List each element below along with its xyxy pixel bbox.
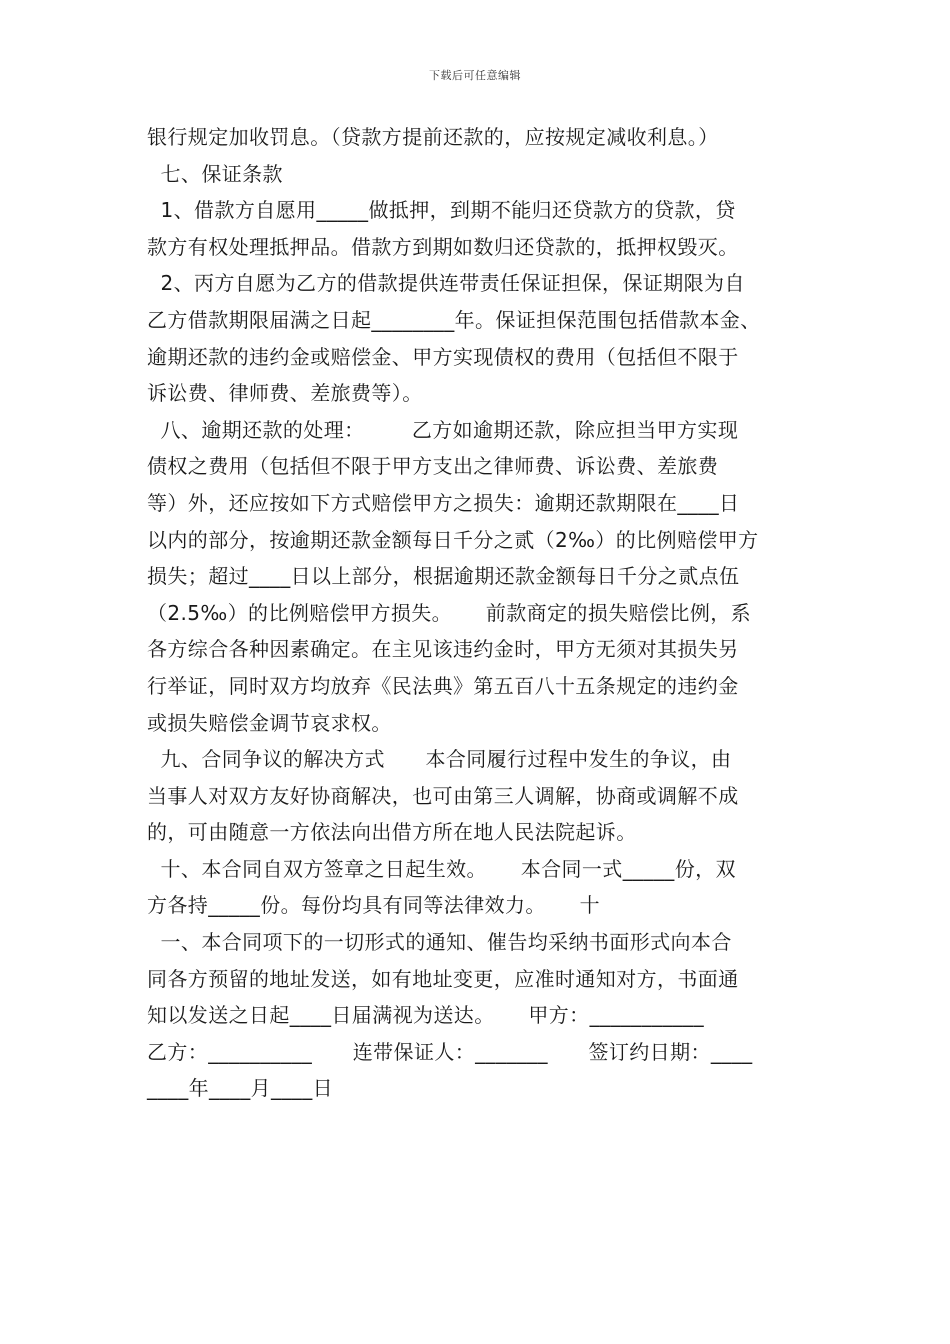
- section-heading-overdue: 八、逾期还款的处理： 乙方如逾期还款，除应担当甲方实现: [147, 417, 739, 442]
- text-line: 等）外，还应按如下方式赔偿甲方之损失：逾期还款期限在____日: [147, 490, 740, 515]
- section-heading-guarantee: 七、保证条款: [147, 161, 283, 186]
- text-line: 诉讼费、律师费、差旅费等）。: [147, 381, 423, 406]
- section-heading-dispute: 九、合同争议的解决方式 本合同履行过程中发生的争议，由: [147, 747, 732, 772]
- text-line: 债权之费用（包括但不限于甲方支出之律师费、诉讼费、差旅费: [147, 454, 719, 479]
- text-line: 当事人对双方友好协商解决，也可由第三人调解，协商或调解不成: [147, 783, 739, 808]
- page-header: 下载后可任意编辑: [429, 69, 521, 82]
- text-line: 损失；超过____日以上部分，根据逾期还款金额每日千分之贰点伍: [147, 564, 740, 589]
- text-line: （2.5‰）的比例赔偿甲方损失。 前款商定的损失赔偿比例，系: [147, 600, 752, 625]
- signature-line-party-b: 乙方：__________ 连带保证人：_______ 签订约日期：____: [147, 1039, 753, 1064]
- section-heading-effective: 十、本合同自双方签章之日起生效。 本合同一式_____份，双: [147, 856, 736, 881]
- text-line: 银行规定加收罚息。（贷款方提前还款的，应按规定减收利息。）: [147, 125, 719, 149]
- text-line: 2、丙方自愿为乙方的借款提供连带责任保证担保，保证期限为自: [147, 271, 745, 296]
- text-line: 以内的部分，按逾期还款金额每日千分之贰（2‰）的比例赔偿甲方: [147, 527, 759, 552]
- signature-line-party-a: 知以发送之日起____日届满视为送达。 甲方：___________: [147, 1003, 704, 1028]
- section-heading-notice: 一、本合同项下的一切形式的通知、催告均采纳书面形式向本合: [147, 930, 732, 955]
- text-line: 或损失赔偿金调节哀求权。: [147, 710, 392, 735]
- text-line: 行举证，同时双方均放弃《民法典》第五百八十五条规定的违约金: [147, 673, 739, 698]
- contract-body: [147, 119, 817, 1107]
- text-line: 1、借款方自愿用_____做抵押，到期不能归还贷款方的贷款，贷: [147, 198, 736, 223]
- text-line: 同各方预留的地址发送，如有地址变更，应准时通知对方，书面通: [147, 966, 739, 991]
- text-line: 方各持_____份。每份均具有同等法律效力。 十: [147, 893, 600, 918]
- signature-date-line: ____年____月____日: [147, 1076, 333, 1101]
- text-line: 逾期还款的违约金或赔偿金、甲方实现债权的费用（包括但不限于: [147, 344, 739, 369]
- text-line: 各方综合各种因素确定。在主见该违约金时，甲方无须对其损失另: [147, 637, 739, 662]
- text-line: 的，可由随意一方依法向出借方所在地人民法院起诉。: [147, 820, 637, 845]
- text-line: 款方有权处理抵押品。借款方到期如数归还贷款的，抵押权毁灭。: [147, 234, 739, 259]
- text-line: 乙方借款期限届满之日起________年。保证担保范围包括借款本金、: [147, 307, 761, 332]
